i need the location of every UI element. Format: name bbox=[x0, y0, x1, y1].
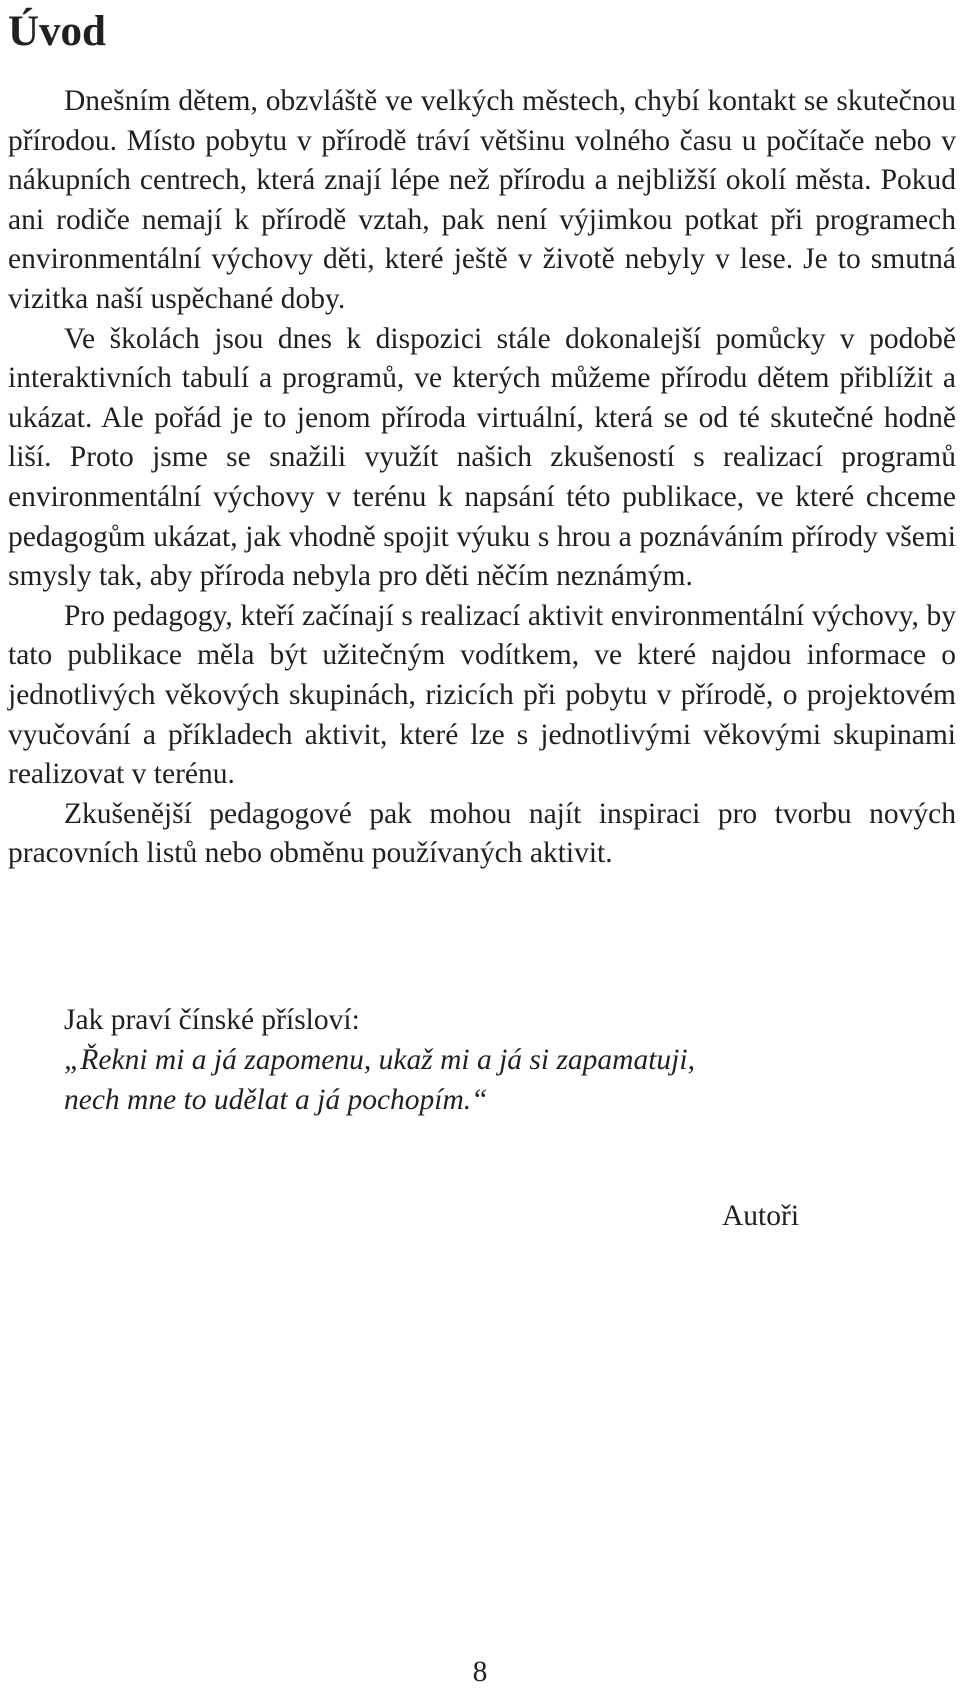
paragraph-2: Ve školách jsou dnes k dispozici stále dokonalejší pomůcky v podobě interaktivních tabulí a programů, ve kterých můžeme přírodu dětem přiblížit a ukázat. Ale pořád je to jenom příroda virtuální, která se od té skutečné hodně liší. Proto jsme se snažili využít našich zkušeností s realizací programů environmentální výchovy v terénu k napsání této publikace, ve které chceme pedagogům ukázat, jak vhodně spojit výuku s hrou a poznáváním přírody všemi smysly tak, aby příroda nebyla pro děti něčím neznámým. bbox=[8, 322, 956, 593]
proverb-quote-line-2: nech mne to udělat a já pochopím.“ bbox=[64, 1084, 488, 1116]
page-title: Úvod bbox=[8, 8, 106, 55]
paragraph-3: Pro pedagogy, kteří začínají s realizací aktivit environmentální výchovy, by tato publikace měla být užitečným vodítkem, ve které najdou informace o jednotlivých věkových skupinách, rizicích při pobytu v přírodě, o projektovém vyučování a příkladech aktivit, které lze s jednotlivými věkovými skupinami realizovat v terénu. bbox=[8, 599, 956, 791]
page-number: 8 bbox=[472, 1656, 488, 1688]
proverb-intro: Jak praví čínské přísloví: bbox=[64, 1004, 360, 1036]
paragraph-4: Zkušenější pedagogové pak mohou najít inspiraci pro tvorbu nových pracovních listů nebo obměnu používaných aktivit. bbox=[8, 797, 956, 870]
authors-signature: Autoři bbox=[722, 1200, 800, 1232]
proverb-block bbox=[64, 1000, 944, 1120]
proverb-quote-line-1: „Řekni mi a já zapomenu, ukaž mi a já si zapamatuji, bbox=[64, 1044, 695, 1076]
paragraph-1: Dnešním dětem, obzvláště ve velkých městech, chybí kontakt se skutečnou přírodou. Místo pobytu v přírodě tráví většinu volného času u počítače nebo v nákupních centrech, která znají lépe než přírodu a nejbližší okolí města. Pokud ani rodiče nemají k přírodě vztah, pak není výjimkou potkat při programech environmentální výchovy děti, které ještě v životě nebyly v lese. Je to smutná vizitka naší uspěchané doby. bbox=[8, 85, 956, 315]
body-text bbox=[8, 82, 956, 874]
